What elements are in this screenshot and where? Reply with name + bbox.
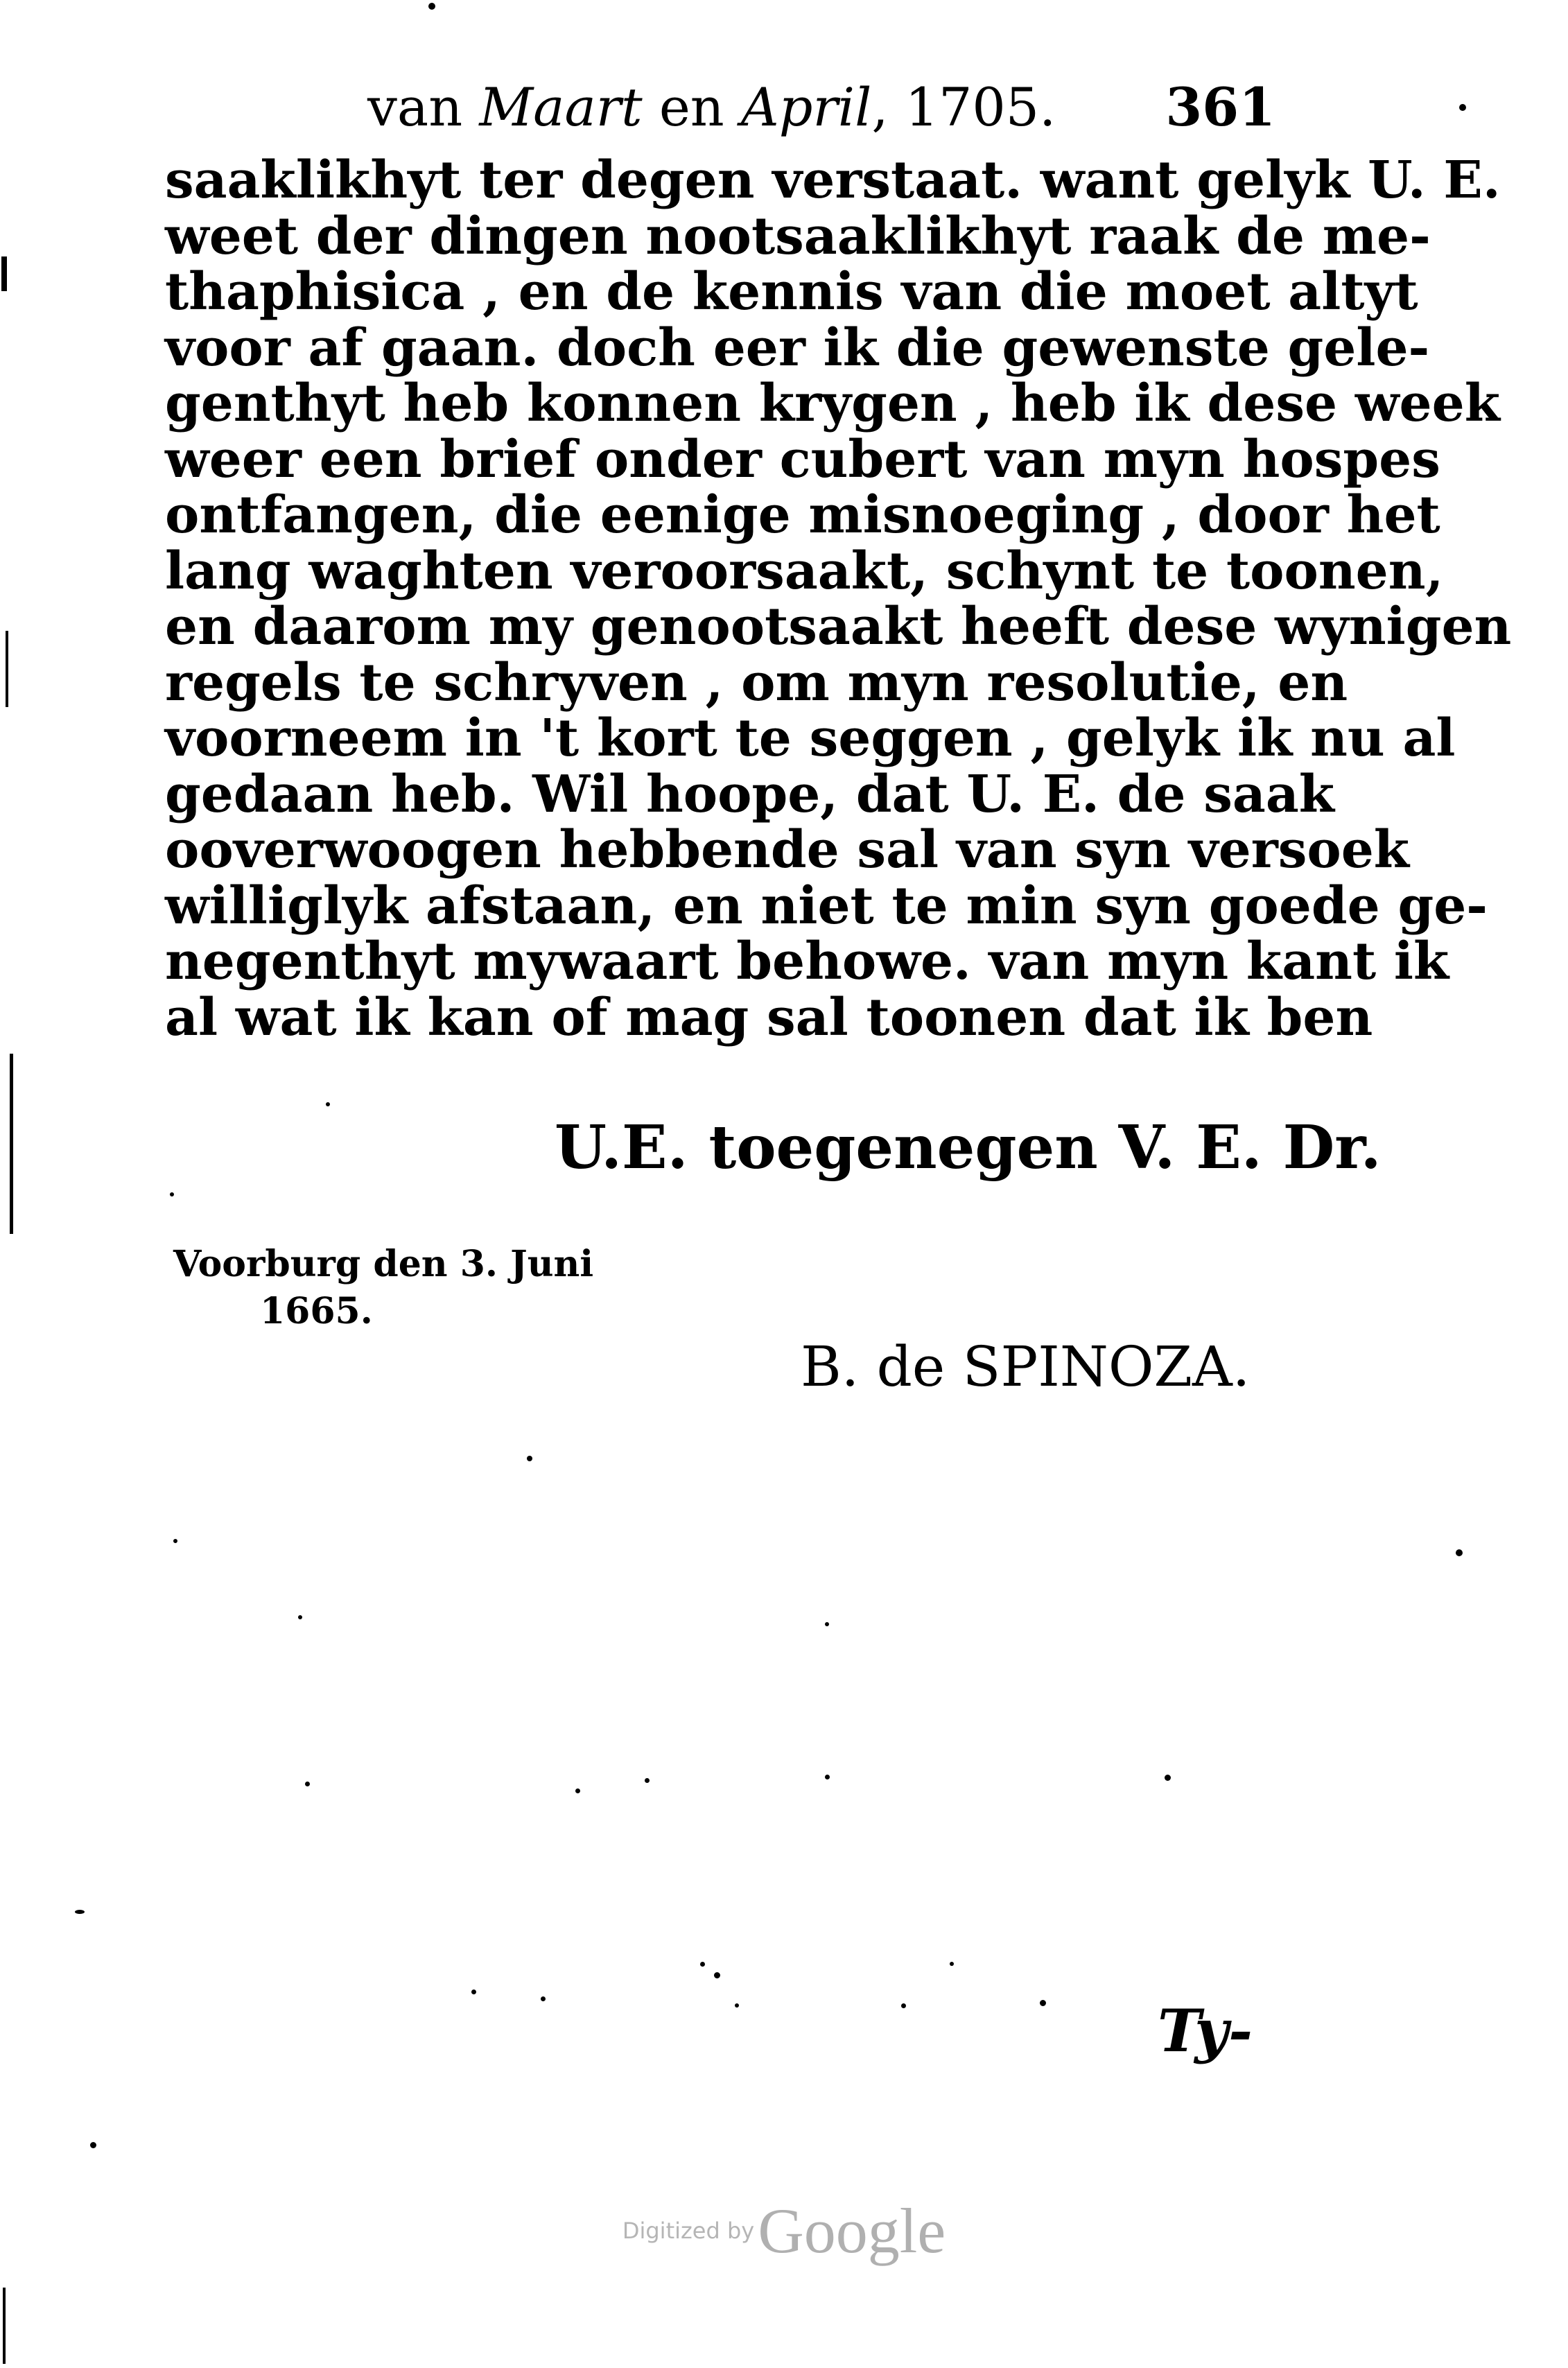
header-conjunction: en: [642, 76, 741, 138]
scan-speck: [1040, 2000, 1046, 2006]
body-line: en daarom my genootsaakt heeft dese wynigen: [165, 597, 1512, 656]
scan-speck: [298, 1615, 302, 1619]
body-line: weer een brief onder cubert van myn hospes: [165, 429, 1440, 489]
watermark-prefix: Digitized by: [622, 2218, 755, 2244]
scan-speck: [575, 1788, 580, 1793]
scan-speck: [170, 1192, 174, 1196]
dateline: [173, 1241, 593, 1335]
body-line: voorneem in 't kort te seggen , gelyk ik nu al: [165, 708, 1456, 768]
scan-speck: [901, 2003, 906, 2008]
scan-edge-mark: [6, 631, 8, 707]
body-line: negenthyt mywaart behowe. van myn kant ik: [165, 932, 1449, 991]
scan-speck: [714, 1972, 720, 1978]
scan-speck: [1456, 1549, 1463, 1556]
scan-edge-mark: [1, 256, 7, 291]
scan-speck: [700, 1962, 705, 1967]
body-line: genthyt heb konnen krygen , heb ik dese week: [165, 374, 1500, 433]
scan-speck: [735, 2003, 739, 2008]
scan-speck: [541, 1996, 546, 2001]
scan-speck: [825, 1775, 830, 1779]
scan-speck: [1459, 104, 1466, 111]
scan-speck: [645, 1778, 650, 1783]
scan-speck: [326, 1102, 330, 1106]
digitization-watermark: [0, 2194, 1568, 2267]
running-title: [367, 69, 1056, 146]
letter-body: [165, 150, 1512, 1047]
scan-edge-mark: [10, 1054, 13, 1234]
scan-speck: [950, 1962, 954, 1966]
body-line: regels te schryven , om myn resolutie, en: [165, 652, 1348, 713]
body-line: weet der dingen nootsaaklikhyt raak de me-: [165, 206, 1431, 266]
body-line: ooverwoogen hebbende sal van syn versoek: [165, 820, 1410, 880]
page-number: 361: [1165, 76, 1275, 138]
scan-speck: [527, 1456, 532, 1461]
scan-speck: [1165, 1775, 1171, 1781]
running-header: [367, 69, 1275, 146]
scan-speck: [471, 1990, 476, 1994]
scan-speck: [428, 3, 435, 10]
body-line: saaklikhyt ter degen verstaat. want gelyk U. E.: [165, 150, 1501, 210]
scan-speck: [90, 2142, 96, 2148]
signature: B. de SPINOZA.: [801, 1334, 1251, 1399]
body-line: al wat ik kan of mag sal toonen dat ik ben: [165, 987, 1373, 1047]
scan-speck: [173, 1539, 177, 1543]
body-line: gedaan heb. Wil hoope, dat U. E. de saak: [165, 764, 1335, 824]
catchword: Ty-: [1158, 1996, 1253, 2065]
closing-formula: U.E. toegenegen V. E. Dr.: [555, 1113, 1382, 1183]
header-month-april: April: [740, 76, 872, 138]
dateline-place: Voorburg den 3. Juni: [173, 1243, 594, 1285]
scan-speck: [825, 1622, 829, 1626]
header-year: , 1705.: [871, 76, 1056, 138]
body-line: thaphisica , en de kennis van die moet altyt: [165, 262, 1418, 322]
dateline-year: 1665.: [260, 1290, 373, 1332]
body-line: ontfangen, die eenige misnoeging , door het: [165, 485, 1440, 545]
header-month-march: Maart: [479, 76, 643, 138]
body-line: williglyk afstaan, en niet te min syn goede ge-: [165, 876, 1488, 936]
body-line: lang waghten veroorsaakt, schynt te toonen,: [165, 541, 1444, 601]
header-prefix: van: [367, 76, 480, 138]
google-logo: Google: [758, 2195, 946, 2266]
body-line: voor af gaan. doch eer ik die gewenste gele-: [165, 317, 1430, 378]
scan-edge-mark: [3, 2288, 6, 2364]
scan-speck: [305, 1782, 310, 1786]
scan-speck: [75, 1910, 85, 1914]
